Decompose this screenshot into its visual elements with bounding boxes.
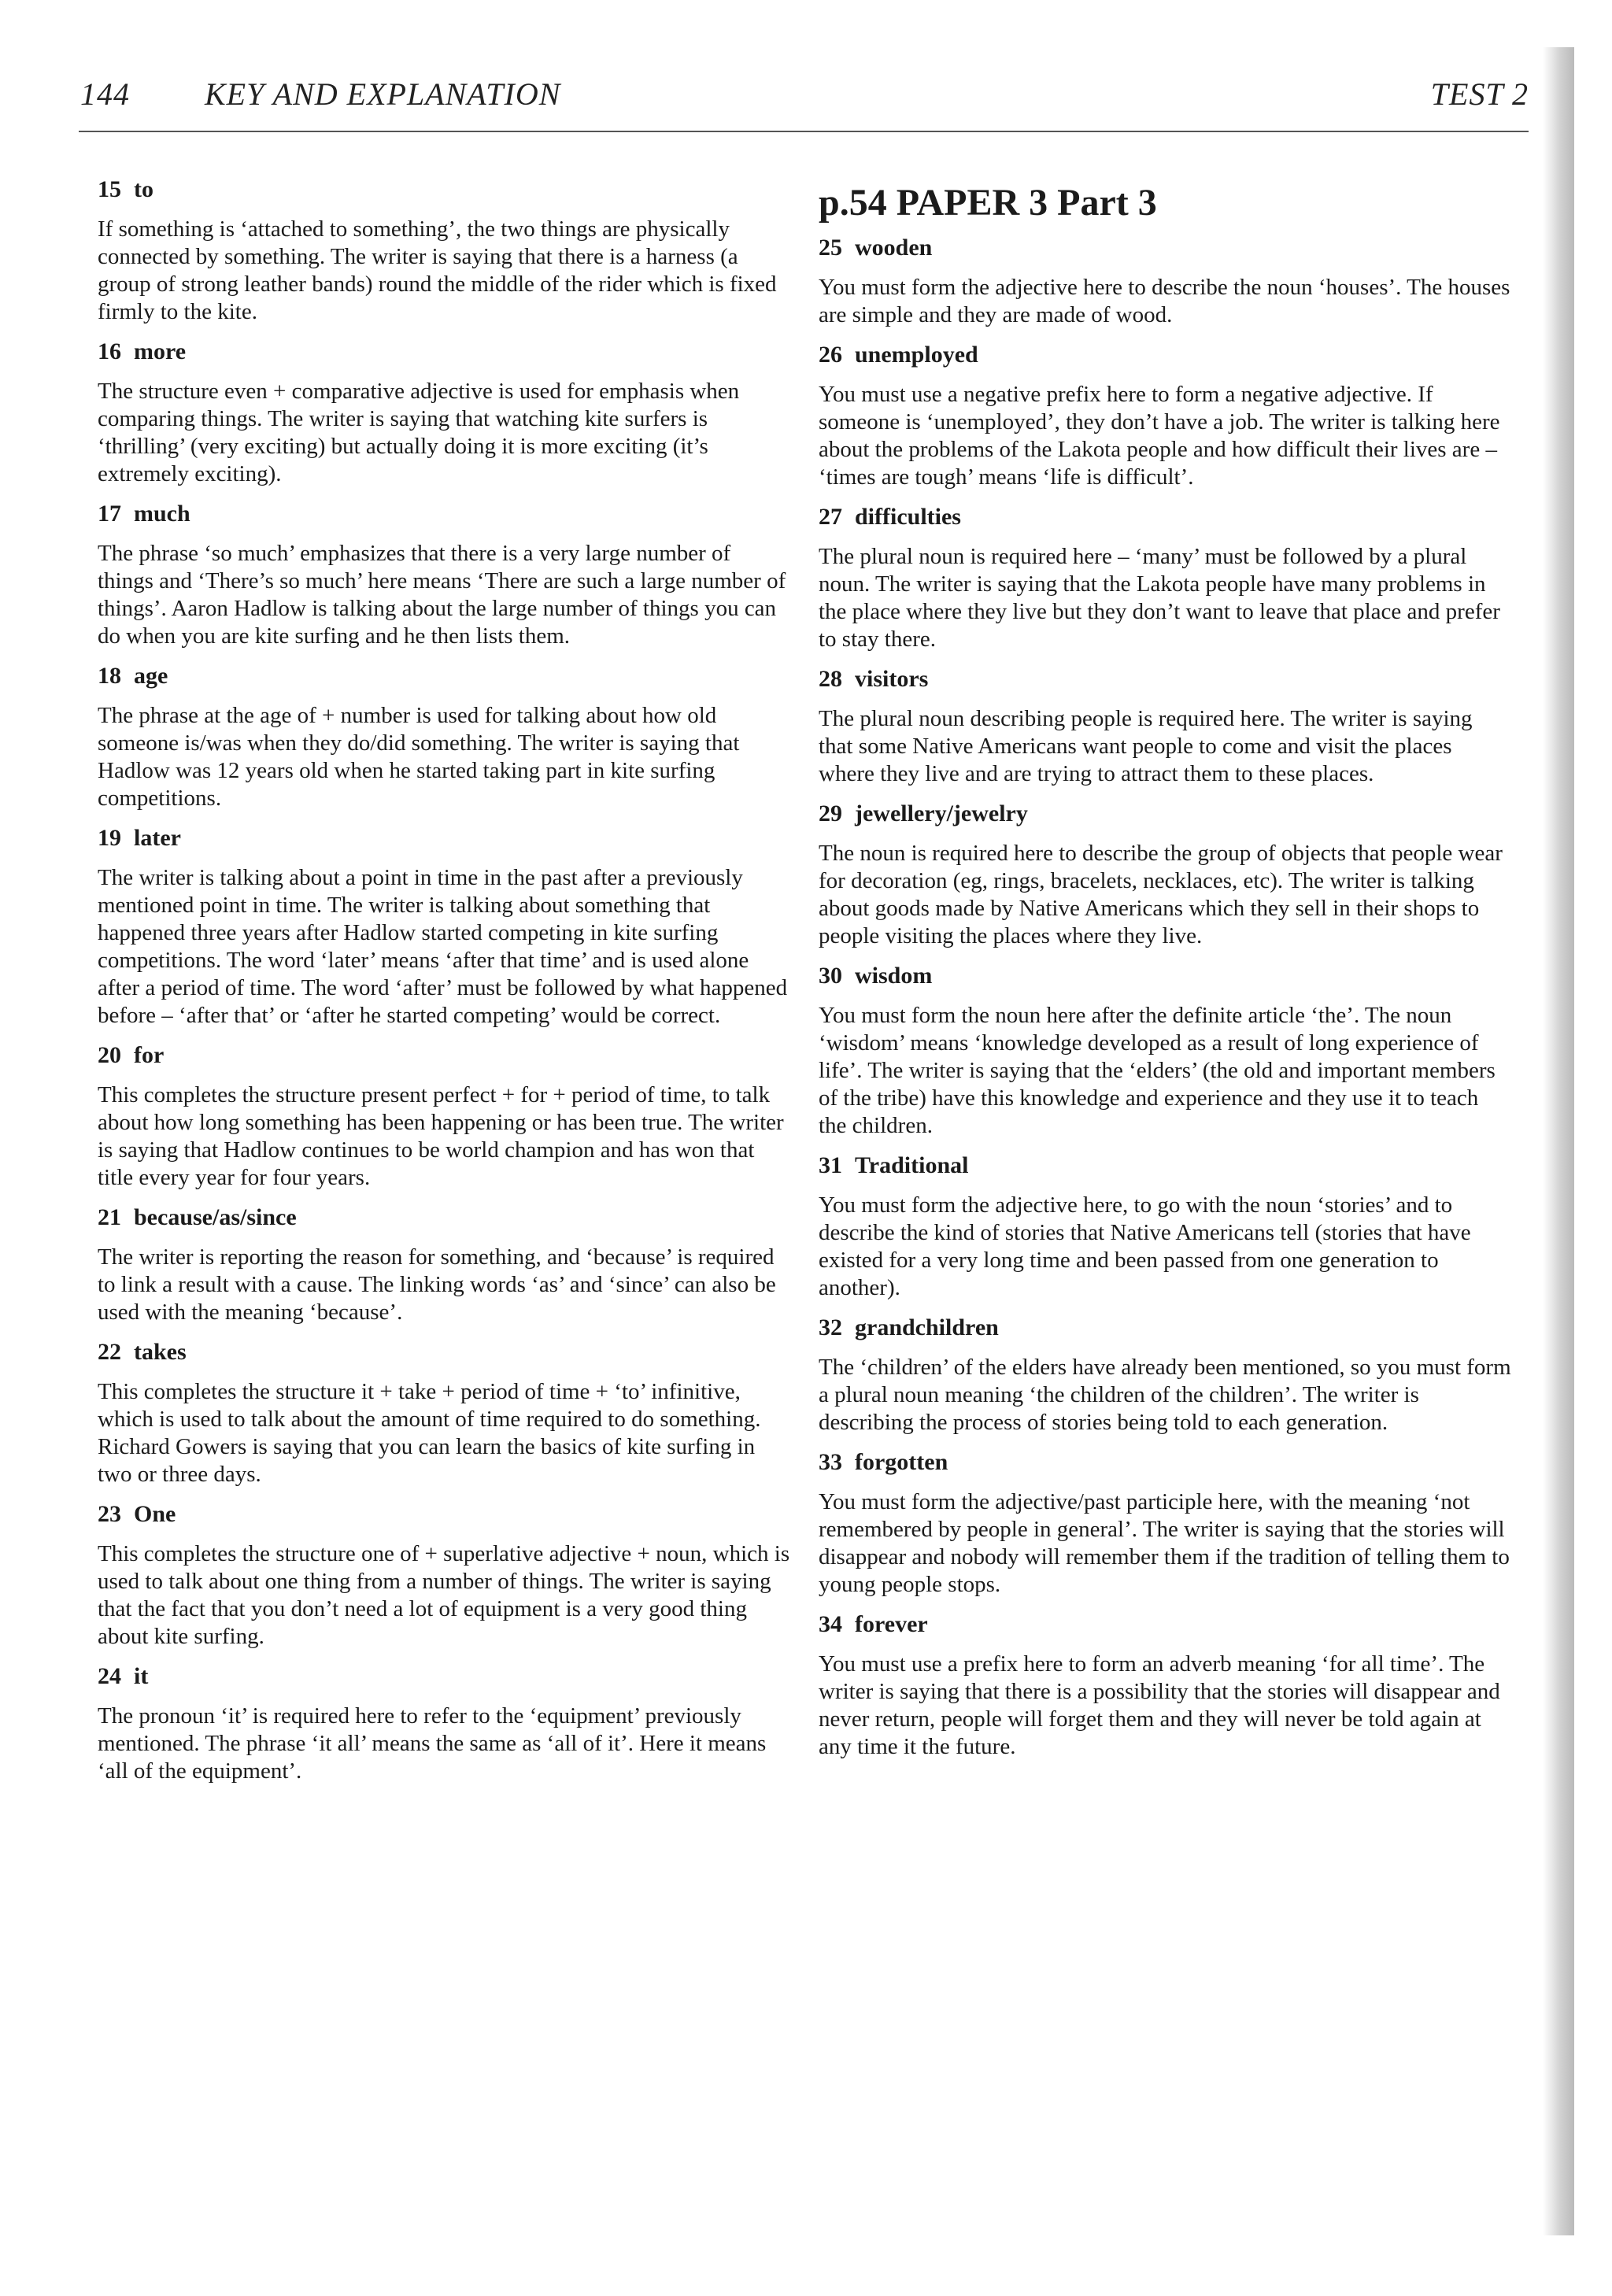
explanation-text: The plural noun describing people is required here. The writer is saying that some Native Americans want people to come and visit the places where they live and are trying to attract them to these places. xyxy=(819,706,1473,786)
answer-item xyxy=(819,961,1511,1140)
answer-word: wisdom xyxy=(855,963,933,989)
item-number: 33 xyxy=(819,1449,842,1475)
explanation-text: You must form the adjective/past participle here, with the meaning ‘not remembered by people in general’. The writer is saying that the stories will disappear and nobody will remember them if the tradition of telling them to young people stops. xyxy=(819,1489,1510,1597)
answer-item xyxy=(819,233,1511,329)
item-number: 30 xyxy=(819,963,842,989)
explanation-text: You must use a negative prefix here to form a negative adjective. If someone is ‘unemployed’, they don’t have a job. The writer is talking here about the problems of the Lakota people and how difficult their lives are – ‘times are tough’ means ‘life is difficult’. xyxy=(819,382,1500,490)
page-header xyxy=(79,76,1527,123)
item-number: 18 xyxy=(98,663,121,689)
explanation-text: You must form the noun here after the definite article ‘the’. The noun ‘wisdom’ means ‘knowledge developed as a result of long experience of life’. The writer is saying that the ‘elders’ (the old and important members of the tribe) have this knowledge and experience and they use it to teach the children. xyxy=(819,1003,1496,1138)
item-number: 21 xyxy=(98,1204,121,1230)
answer-item xyxy=(819,1610,1511,1761)
explanation-text: The plural noun is required here – ‘many’ must be followed by a plural noun. The writer is saying that the Lakota people have many problems in the place where they live but they don’t want to leave that place and prefer to stay there. xyxy=(819,544,1500,652)
answer-word: for xyxy=(134,1042,165,1068)
answer-item xyxy=(819,799,1511,950)
answer-word: it xyxy=(134,1663,149,1689)
item-number: 28 xyxy=(819,666,842,692)
item-number: 32 xyxy=(819,1314,842,1340)
answer-item xyxy=(98,1337,790,1488)
page-edge-shadow xyxy=(1543,47,1574,2235)
answer-word: Traditional xyxy=(855,1152,969,1178)
explanation-text: The writer is talking about a point in time in the past after a previously mentioned point in time. The writer is talking about something that happened three years after Hadlow started competing in kite surfing competitions. The word ‘later’ means ‘after that time’ and is used alone after a period of time. The word ‘after’ must be followed by what happened before – ‘after that’ or ‘after he started competing’ would be correct. xyxy=(98,865,788,1028)
answer-item xyxy=(98,175,790,326)
answer-item xyxy=(819,1151,1511,1302)
answer-item xyxy=(98,337,790,488)
explanation-text: You must use a prefix here to form an adverb meaning ‘for all time’. The writer is saying that there is a possibility that the stories will disappear and never return, people will forget them and they will never be told again at any time it the future. xyxy=(819,1651,1500,1759)
item-number: 27 xyxy=(819,504,842,530)
explanation-text: The noun is required here to describe the group of objects that people wear for decoration (eg, rings, bracelets, necklaces, etc). The writer is talking about goods made by Native Americans which they sell in their shops to people visiting the places where they live. xyxy=(819,841,1503,948)
answer-word: jewellery/jewelry xyxy=(855,800,1028,826)
item-number: 22 xyxy=(98,1339,121,1365)
answer-item xyxy=(98,1662,790,1785)
explanation-text: The structure even + comparative adjective is used for emphasis when comparing things. The writer is saying that watching kite surfers is ‘thrilling’ (very exciting) but actually doing it is more exciting (it’s extremely exciting). xyxy=(98,379,740,486)
item-number: 34 xyxy=(819,1611,842,1637)
item-number: 23 xyxy=(98,1501,121,1527)
item-number: 29 xyxy=(819,800,842,826)
answer-item xyxy=(819,340,1511,491)
item-number: 17 xyxy=(98,501,121,527)
answer-item xyxy=(98,661,790,812)
item-number: 16 xyxy=(98,338,121,364)
answer-word: because/as/since xyxy=(134,1204,297,1230)
answer-item xyxy=(98,1203,790,1326)
item-number: 20 xyxy=(98,1042,121,1068)
answer-item xyxy=(819,664,1511,788)
answer-word: grandchildren xyxy=(855,1314,999,1340)
answer-item xyxy=(819,1313,1511,1436)
item-number: 15 xyxy=(98,176,121,202)
answer-word: takes xyxy=(134,1339,187,1365)
item-number: 25 xyxy=(819,235,842,261)
explanation-text: This completes the structure present perfect + for + period of time, to talk about how long something has been happening or has been true. The writer is saying that Hadlow continues to be world champion and has won that title every year for four years. xyxy=(98,1082,784,1190)
answer-word: forever xyxy=(855,1611,928,1637)
answer-item xyxy=(819,1447,1511,1599)
explanation-text: The writer is reporting the reason for something, and ‘because’ is required to link a result with a cause. The linking words ‘as’ and ‘since’ can also be used with the meaning ‘because’. xyxy=(98,1244,776,1325)
answer-word: to xyxy=(134,176,153,202)
explanation-text: You must form the adjective here to describe the noun ‘houses’. The houses are simple and they are made of wood. xyxy=(819,275,1510,327)
page-number: 144 xyxy=(80,76,130,112)
explanation-text: This completes the structure it + take + period of time + ‘to’ infinitive, which is used to talk about the amount of time required to do something. Richard Gowers is saying that you can learn the basics of kite surfing in two or three days. xyxy=(98,1379,761,1487)
item-number: 26 xyxy=(819,342,842,368)
explanation-text: The phrase at the age of + number is used for talking about how old someone is/was when they do/did something. The writer is saying that Hadlow was 12 years old when he started taking part in kite surfing competitions. xyxy=(98,703,740,811)
answer-item xyxy=(98,499,790,650)
answer-word: unemployed xyxy=(855,342,978,368)
answer-item xyxy=(98,823,790,1030)
item-number: 31 xyxy=(819,1152,842,1178)
answer-word: much xyxy=(134,501,190,527)
answer-word: more xyxy=(134,338,187,364)
running-title: KEY AND EXPLANATION xyxy=(205,76,561,112)
right-column xyxy=(819,175,1511,1772)
item-number: 19 xyxy=(98,825,121,851)
header-rule xyxy=(79,131,1529,132)
explanation-text: If something is ‘attached to something’, the two things are physically connected by something. The writer is saying that there is a harness (a group of strong leather bands) round the middle of the rider which is fixed firmly to the kite. xyxy=(98,216,777,324)
answer-word: forgotten xyxy=(855,1449,948,1475)
answer-item xyxy=(98,1499,790,1651)
answer-word: difficulties xyxy=(855,504,961,530)
left-column xyxy=(98,175,790,1796)
explanation-text: The pronoun ‘it’ is required here to refer to the ‘equipment’ previously mentioned. The phrase ‘it all’ means the same as ‘all of it’. Here it means ‘all of the equipment’. xyxy=(98,1703,767,1784)
explanation-text: This completes the structure one of + superlative adjective + noun, which is used to talk about one thing from a number of things. The writer is saying that the fact that you don’t need a lot of equipment is a very good thing about kite surfing. xyxy=(98,1541,790,1649)
explanation-text: You must form the adjective here, to go with the noun ‘stories’ and to describe the kind of stories that Native Americans tell (stories that have existed for a very long time and been passed from one generation to another). xyxy=(819,1192,1471,1300)
answer-item xyxy=(819,502,1511,653)
answer-word: age xyxy=(134,663,168,689)
section-heading: p.54 PAPER 3 Part 3 xyxy=(819,182,1157,224)
item-number: 24 xyxy=(98,1663,121,1689)
answer-word: later xyxy=(134,825,181,851)
explanation-text: The phrase ‘so much’ emphasizes that there is a very large number of things and ‘There’s so much’ here means ‘There are such a large number of things’. Aaron Hadlow is talking about the large number of things you can do when you are kite surfing and he then lists them. xyxy=(98,541,786,649)
answer-word: wooden xyxy=(855,235,933,261)
answer-item xyxy=(98,1041,790,1192)
answer-word: visitors xyxy=(855,666,929,692)
explanation-text: The ‘children’ of the elders have already been mentioned, so you must form a plural noun meaning ‘the children of the children’. The writer is describing the process of stories being told to each generation. xyxy=(819,1355,1511,1435)
answer-word: One xyxy=(134,1501,176,1527)
test-label: TEST 2 xyxy=(1430,76,1529,112)
